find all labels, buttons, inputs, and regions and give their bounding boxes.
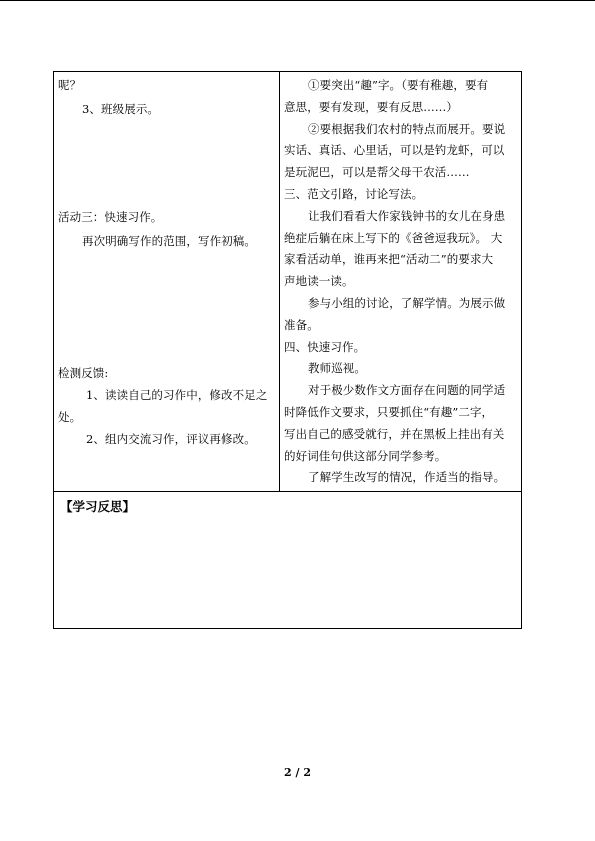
teacher-activity-column — [280, 72, 521, 491]
right-line: 绝症后躺在床上写下的《爸爸逗我玩》。 大 — [284, 230, 503, 245]
right-line: 时降低作文要求，只要抓住“有趣”二字， — [284, 405, 494, 419]
left-line: 处。 — [58, 410, 82, 424]
student-activity-column — [54, 72, 280, 491]
right-line: 的好词佳句供这部分同学参考。 — [284, 448, 447, 463]
right-line: 准备。 — [284, 317, 319, 332]
right-line: 教师巡视。 — [308, 361, 366, 376]
right-line: 家看活动单，谁再来把“活动二”的要求大 — [284, 252, 494, 267]
reflection-title: 【学习反思】 — [60, 499, 136, 514]
right-line: 三、范文引路，讨论写法。 — [284, 187, 424, 201]
lesson-row — [54, 72, 521, 492]
right-line: 了解学生改写的情况，作适当的指导。 — [308, 470, 506, 485]
right-line: 对于极少数作文方面存在问题的同学适 — [308, 383, 506, 398]
right-line: 参与小组的讨论，了解学情。为展示做 — [308, 296, 506, 310]
left-line: 3、班级展示。 — [82, 102, 160, 116]
page-number: 2 / 2 — [284, 766, 311, 779]
left-line: 1、读读自己的习作中，修改不足之 — [86, 388, 268, 402]
left-line: 活动三：快速习作。 — [58, 210, 163, 224]
right-line: 让我们看看大作家钱钟书的女儿在身患 — [308, 208, 506, 223]
lesson-table — [53, 71, 522, 629]
right-line: 声地读一读。 — [284, 274, 354, 289]
left-line: 再次明确写作的范围，写作初稿。 — [82, 234, 256, 248]
left-line: 呢？ — [58, 78, 82, 92]
header-rule — [0, 0, 595, 1]
right-line: ①要突出“趣”字。（要有稚趣，要有 — [308, 78, 489, 92]
right-line: ②要根据我们农村的特点而展开。要说 — [308, 121, 506, 136]
right-line: 实话、真话、心里话，可以是钓龙虾，可以 — [284, 143, 505, 158]
right-line: 意思，要有发现，要有反思……） — [284, 99, 458, 114]
right-line: 写出自己的感受就行，并在黑板上挂出有关 — [284, 426, 505, 441]
left-line: 2、组内交流习作，评议再修改。 — [86, 432, 256, 446]
right-line: 四、快速习作。 — [284, 339, 366, 354]
left-line: 检测反馈: — [58, 366, 109, 380]
reflection-section — [54, 492, 521, 628]
right-line: 是玩泥巴，可以是帮父母干农活…… — [284, 165, 470, 180]
